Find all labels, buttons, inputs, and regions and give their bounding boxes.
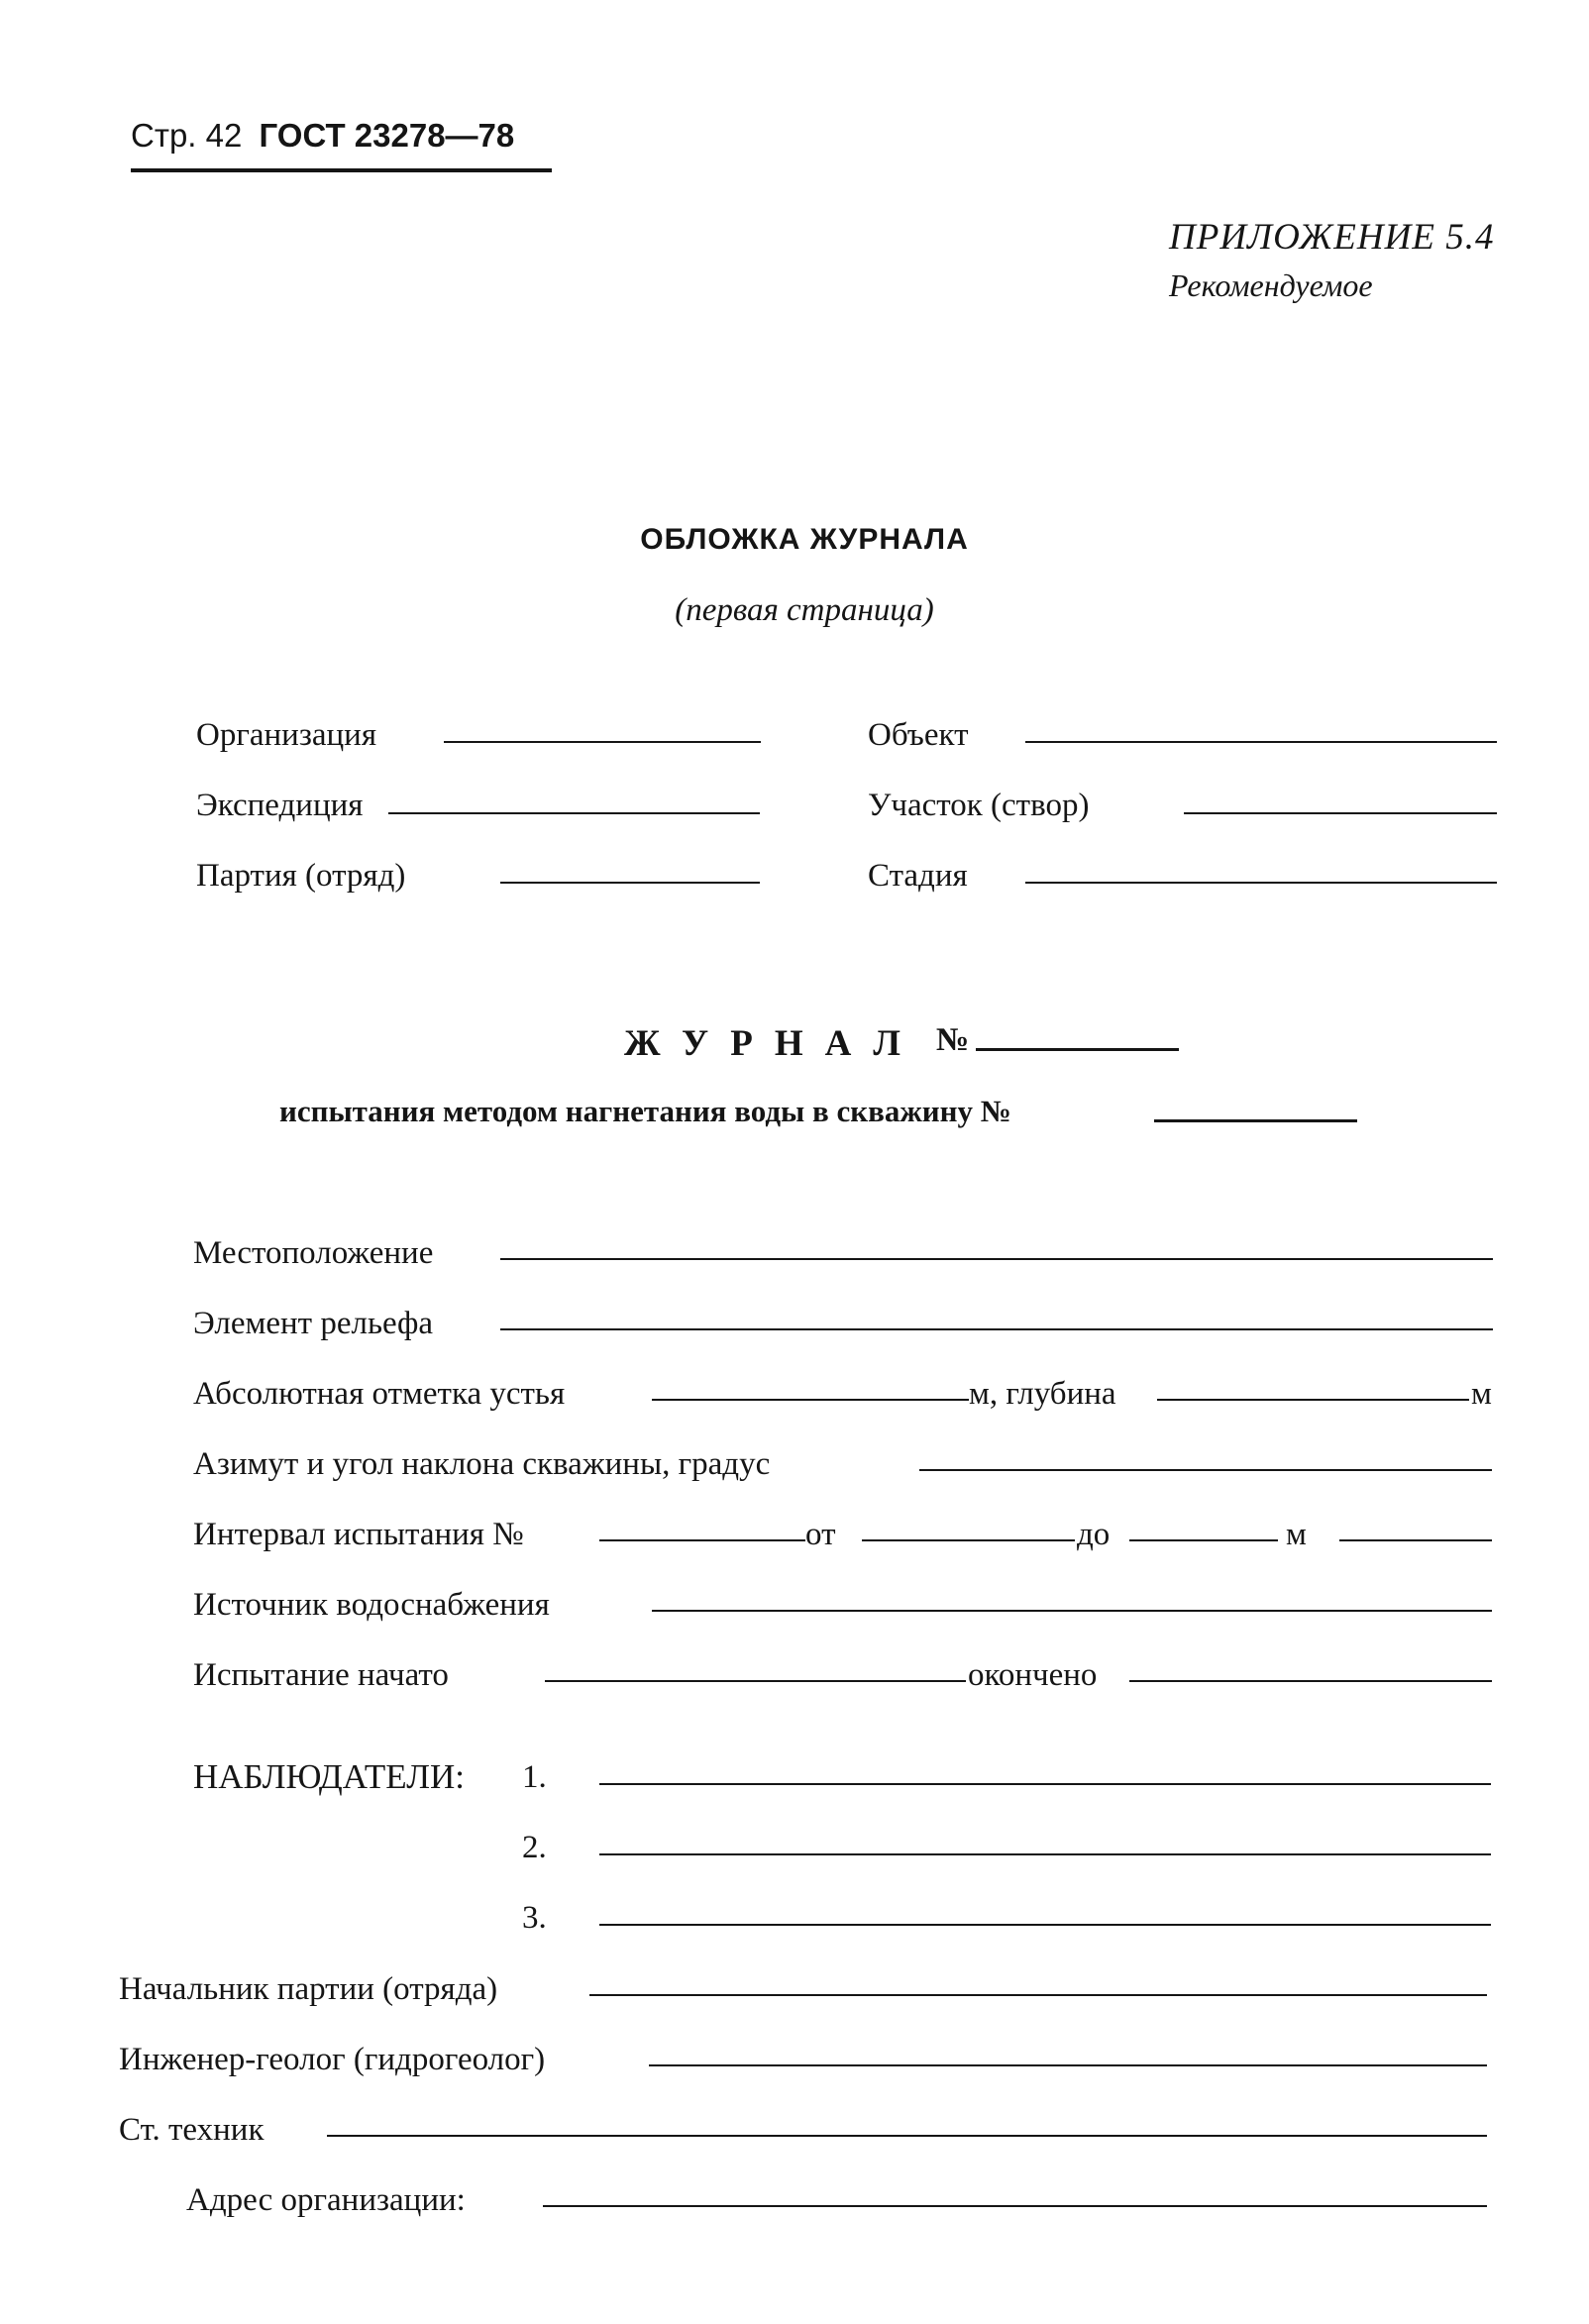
depth-label: м, глубина [969,1376,1116,1412]
cover-subtitle: (первая страница) [675,592,934,628]
azimuth-field[interactable] [919,1469,1492,1471]
interval-extra-field[interactable] [1339,1539,1492,1541]
water-source-field[interactable] [652,1610,1492,1612]
engineer-label: Инженер-геолог (гидрогеолог) [119,2042,546,2077]
interval-number-field[interactable] [599,1539,805,1541]
stage-label: Стадия [868,858,968,894]
appendix-title: ПРИЛОЖЕНИЕ 5.4 [1169,217,1495,258]
interval-unit: м [1286,1517,1307,1552]
relief-field[interactable] [500,1328,1493,1330]
interval-to-label: до [1077,1517,1111,1552]
relief-label: Элемент рельефа [193,1306,434,1341]
abs-mark-label: Абсолютная отметка устья [193,1376,566,1412]
interval-from-label: от [805,1517,836,1552]
object-field[interactable] [1025,741,1497,743]
cover-title: ОБЛОЖКА ЖУРНАЛА [640,523,969,556]
org-address-field[interactable] [543,2205,1487,2207]
observer-2-field[interactable] [599,1853,1491,1855]
object-label: Объект [868,717,969,753]
water-source-label: Источник водоснабжения [193,1587,550,1623]
running-header [131,117,514,155]
depth-unit: м [1471,1376,1492,1412]
observer-1-number: 1. [522,1759,547,1795]
header-rule [131,168,552,172]
senior-tech-field[interactable] [327,2135,1487,2137]
location-field[interactable] [500,1258,1493,1260]
observer-2-number: 2. [522,1830,547,1865]
stage-field[interactable] [1025,882,1497,884]
observers-label: НАБЛЮДАТЕЛИ: [193,1757,465,1796]
observer-1-field[interactable] [599,1783,1491,1785]
test-finished-field[interactable] [1129,1680,1492,1682]
journal-number-field[interactable] [976,1048,1179,1051]
location-label: Местоположение [193,1235,434,1271]
journal-number-sign: № [936,1022,970,1058]
org-address-label: Адрес организации: [186,2182,466,2218]
azimuth-label: Азимут и угол наклона скважины, градус [193,1446,771,1482]
section-field[interactable] [1184,812,1497,814]
journal-subtitle: испытания методом нагнетания воды в скважину № [279,1094,1011,1128]
page-number: Стр. 42 [131,117,243,154]
expedition-label: Экспедиция [196,788,364,823]
senior-tech-label: Ст. техник [119,2112,265,2148]
observer-3-field[interactable] [599,1924,1491,1926]
organization-label: Организация [196,717,377,753]
depth-field[interactable] [1157,1399,1469,1401]
test-started-label: Испытание начато [193,1657,449,1693]
test-started-field[interactable] [545,1680,966,1682]
party-chief-label: Начальник партии (отряда) [119,1971,498,2007]
journal-title: ЖУРНАЛ [624,1023,922,1064]
party-label: Партия (отряд) [196,858,406,894]
organization-field[interactable] [444,741,761,743]
abs-mark-field[interactable] [652,1399,969,1401]
section-label: Участок (створ) [868,788,1090,823]
observer-3-number: 3. [522,1900,547,1936]
gost-number: ГОСТ 23278—78 [259,117,515,154]
test-finished-label: окончено [968,1657,1098,1693]
party-chief-field[interactable] [589,1994,1487,1996]
interval-from-field[interactable] [862,1539,1075,1541]
party-field[interactable] [500,882,760,884]
well-number-field[interactable] [1154,1119,1357,1122]
engineer-field[interactable] [649,2064,1487,2066]
interval-to-field[interactable] [1129,1539,1278,1541]
expedition-field[interactable] [388,812,760,814]
appendix-subtitle: Рекомендуемое [1169,267,1373,303]
interval-label: Интервал испытания № [193,1517,524,1552]
